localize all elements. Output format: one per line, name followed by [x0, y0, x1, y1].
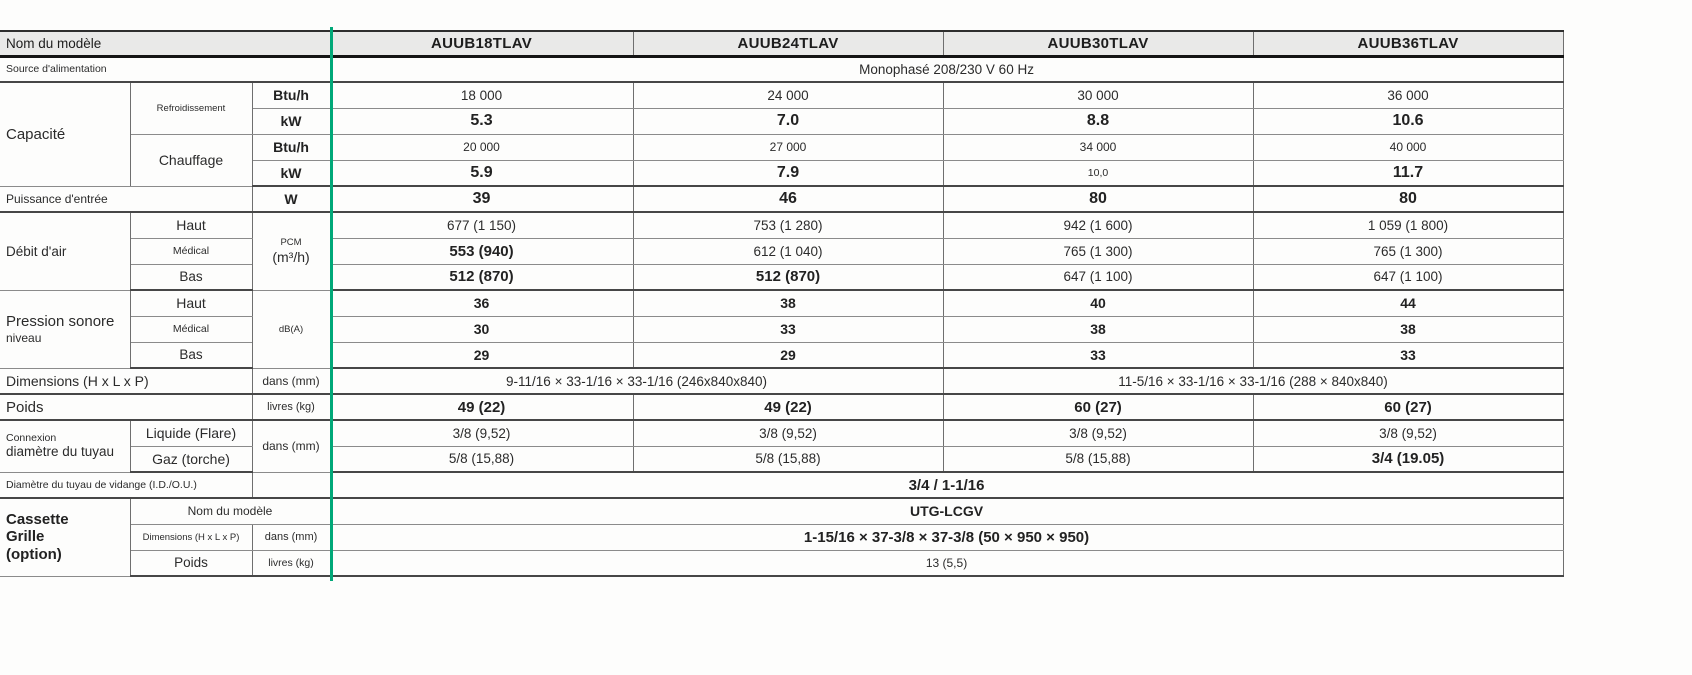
cassette-dimensions-label: Dimensions (H x L x P) [130, 524, 252, 550]
pipe-gas-value: 3/4 (19.05) [1253, 446, 1563, 472]
dimensions-label: Dimensions (H x L x P) [0, 368, 252, 394]
weight-label: Poids [0, 394, 252, 420]
unit-w: W [252, 186, 330, 212]
sound-high-row [0, 290, 1563, 316]
cooling-kw-value: 10.6 [1253, 108, 1563, 134]
drain-unit-empty [252, 472, 330, 498]
input-power-value: 39 [330, 186, 633, 212]
sound-high-label: Haut [130, 290, 252, 316]
capacity-label: Capacité [0, 82, 130, 186]
airflow-unit-top: PCM [280, 237, 302, 249]
pipe-gas-row [0, 446, 1563, 472]
sound-medium-value: 30 [330, 316, 633, 342]
cooling-btu-value: 36 000 [1253, 82, 1563, 108]
heating-btu-value: 27 000 [633, 134, 943, 160]
airflow-low-value: 647 (1 100) [1253, 264, 1563, 290]
sound-medium-label: Médical [130, 316, 252, 342]
cooling-btu-value: 30 000 [943, 82, 1253, 108]
heating-btu-value: 40 000 [1253, 134, 1563, 160]
pipe-gas-value: 5/8 (15,88) [330, 446, 633, 472]
pipe-label [0, 420, 130, 472]
drain-label: Diamètre du tuyau de vidange (I.D./O.U.) [0, 472, 252, 498]
airflow-medium-row [0, 238, 1563, 264]
sound-medium-value: 38 [1253, 316, 1563, 342]
heating-btu-value: 34 000 [943, 134, 1253, 160]
sound-label-line1: Pression sonore [6, 313, 115, 331]
airflow-medium-value: 553 (940) [330, 238, 633, 264]
airflow-high-label: Haut [130, 212, 252, 238]
cassette-dimensions-unit: dans (mm) [252, 524, 330, 550]
model-header-auub36: AUUB36TLAV [1253, 31, 1563, 56]
pipe-gas-value: 5/8 (15,88) [633, 446, 943, 472]
airflow-label: Débit d'air [0, 212, 130, 290]
cooling-kw-value: 5.3 [330, 108, 633, 134]
sound-high-value: 38 [633, 290, 943, 316]
pipe-liquid-value: 3/8 (9,52) [633, 420, 943, 446]
airflow-low-value: 512 (870) [330, 264, 633, 290]
heating-kw-value: 7.9 [633, 160, 943, 186]
airflow-high-value: 677 (1 150) [330, 212, 633, 238]
power-source-row [0, 56, 1563, 82]
cooling-btu-row [0, 82, 1563, 108]
cassette-label-line2: Grille [6, 528, 45, 546]
input-power-value: 46 [633, 186, 943, 212]
sound-low-value: 29 [633, 342, 943, 368]
sound-high-value: 40 [943, 290, 1253, 316]
sound-low-label: Bas [130, 342, 252, 368]
pipe-liquid-value: 3/8 (9,52) [943, 420, 1253, 446]
cassette-weight-unit: livres (kg) [252, 550, 330, 576]
sound-label [0, 290, 130, 368]
pipe-gas-value: 5/8 (15,88) [943, 446, 1253, 472]
airflow-unit [252, 212, 330, 290]
sound-medium-row [0, 316, 1563, 342]
airflow-high-value: 942 (1 600) [943, 212, 1253, 238]
unit-btu-heating: Btu/h [252, 134, 330, 160]
cassette-weight-label: Poids [130, 550, 252, 576]
heating-btu-value: 20 000 [330, 134, 633, 160]
weight-unit: livres (kg) [252, 394, 330, 420]
cooling-btu-value: 24 000 [633, 82, 943, 108]
sound-low-value: 33 [1253, 342, 1563, 368]
pipe-liquid-row [0, 420, 1563, 446]
sound-medium-value: 38 [943, 316, 1253, 342]
input-power-value: 80 [1253, 186, 1563, 212]
cassette-weight-row [0, 550, 1563, 576]
dimensions-unit: dans (mm) [252, 368, 330, 394]
pipe-label-line2: diamètre du tuyau [6, 444, 115, 460]
pipe-liquid-value: 3/8 (9,52) [330, 420, 633, 446]
airflow-high-value: 1 059 (1 800) [1253, 212, 1563, 238]
airflow-low-label: Bas [130, 264, 252, 290]
cooling-kw-value: 7.0 [633, 108, 943, 134]
model-header-auub30: AUUB30TLAV [943, 31, 1253, 56]
cassette-dimensions-row [0, 524, 1563, 550]
cassette-model-row [0, 498, 1563, 524]
sound-medium-value: 33 [633, 316, 943, 342]
drain-row [0, 472, 1563, 498]
pipe-liquid-label: Liquide (Flare) [130, 420, 252, 446]
model-header-auub18: AUUB18TLAV [330, 31, 633, 56]
heating-kw-value: 11.7 [1253, 160, 1563, 186]
pipe-label-line1: Connexion [6, 432, 57, 445]
airflow-high-row [0, 212, 1563, 238]
airflow-medium-value: 765 (1 300) [943, 238, 1253, 264]
cassette-label-line3: (option) [6, 546, 62, 564]
cooling-label: Refroidissement [130, 82, 252, 134]
power-source-label: Source d'alimentation [0, 56, 330, 82]
cassette-weight-value: 13 (5,5) [330, 550, 1563, 576]
sound-unit: dB(A) [252, 290, 330, 368]
cassette-model-label: Nom du modèle [130, 498, 330, 524]
pipe-liquid-value: 3/8 (9,52) [1253, 420, 1563, 446]
airflow-low-row [0, 264, 1563, 290]
sound-low-value: 29 [330, 342, 633, 368]
cassette-model-value: UTG-LCGV [330, 498, 1563, 524]
cooling-btu-value: 18 000 [330, 82, 633, 108]
airflow-medium-label: Médical [130, 238, 252, 264]
weight-row [0, 394, 1563, 420]
weight-value: 49 (22) [330, 394, 633, 420]
heating-label: Chauffage [130, 134, 252, 186]
weight-value: 60 (27) [1253, 394, 1563, 420]
cassette-label-line1: Cassette [6, 510, 69, 528]
model-header-auub24: AUUB24TLAV [633, 31, 943, 56]
pipe-gas-label: Gaz (torche) [130, 446, 252, 472]
sound-low-row [0, 342, 1563, 368]
airflow-unit-bottom: (m³/h) [272, 248, 310, 265]
sound-high-value: 36 [330, 290, 633, 316]
dimensions-value-right: 11-5/16 × 33-1/16 × 33-1/16 (288 × 840x840) [943, 368, 1563, 394]
heating-kw-value: 5.9 [330, 160, 633, 186]
sound-low-value: 33 [943, 342, 1253, 368]
input-power-row [0, 186, 1563, 212]
heating-btu-row [0, 134, 1563, 160]
pipe-unit: dans (mm) [252, 420, 330, 472]
input-power-value: 80 [943, 186, 1253, 212]
dimensions-row [0, 368, 1563, 394]
dimensions-value-left: 9-11/16 × 33-1/16 × 33-1/16 (246x840x840) [330, 368, 943, 394]
airflow-medium-value: 765 (1 300) [1253, 238, 1563, 264]
unit-btu-cooling: Btu/h [252, 82, 330, 108]
unit-kw-cooling: kW [252, 108, 330, 134]
accent-line [330, 27, 333, 581]
weight-value: 60 (27) [943, 394, 1253, 420]
header-row [0, 31, 1563, 56]
airflow-high-value: 753 (1 280) [633, 212, 943, 238]
cassette-label [0, 498, 130, 576]
power-source-value: Monophasé 208/230 V 60 Hz [330, 56, 1563, 82]
airflow-low-value: 647 (1 100) [943, 264, 1253, 290]
corner-model-label: Nom du modèle [0, 31, 330, 56]
weight-value: 49 (22) [633, 394, 943, 420]
sound-label-line2: niveau [6, 330, 42, 345]
cassette-dimensions-value: 1-15/16 × 37-3/8 × 37-3/8 (50 × 950 × 950) [330, 524, 1563, 550]
spec-table [0, 30, 1564, 577]
sound-high-value: 44 [1253, 290, 1563, 316]
airflow-low-value: 512 (870) [633, 264, 943, 290]
input-power-label: Puissance d'entrée [0, 186, 252, 212]
drain-value: 3/4 / 1-1/16 [330, 472, 1563, 498]
heating-kw-value: 10,0 [943, 160, 1253, 186]
cooling-kw-value: 8.8 [943, 108, 1253, 134]
unit-kw-heating: kW [252, 160, 330, 186]
airflow-medium-value: 612 (1 040) [633, 238, 943, 264]
spec-sheet [0, 30, 1566, 577]
